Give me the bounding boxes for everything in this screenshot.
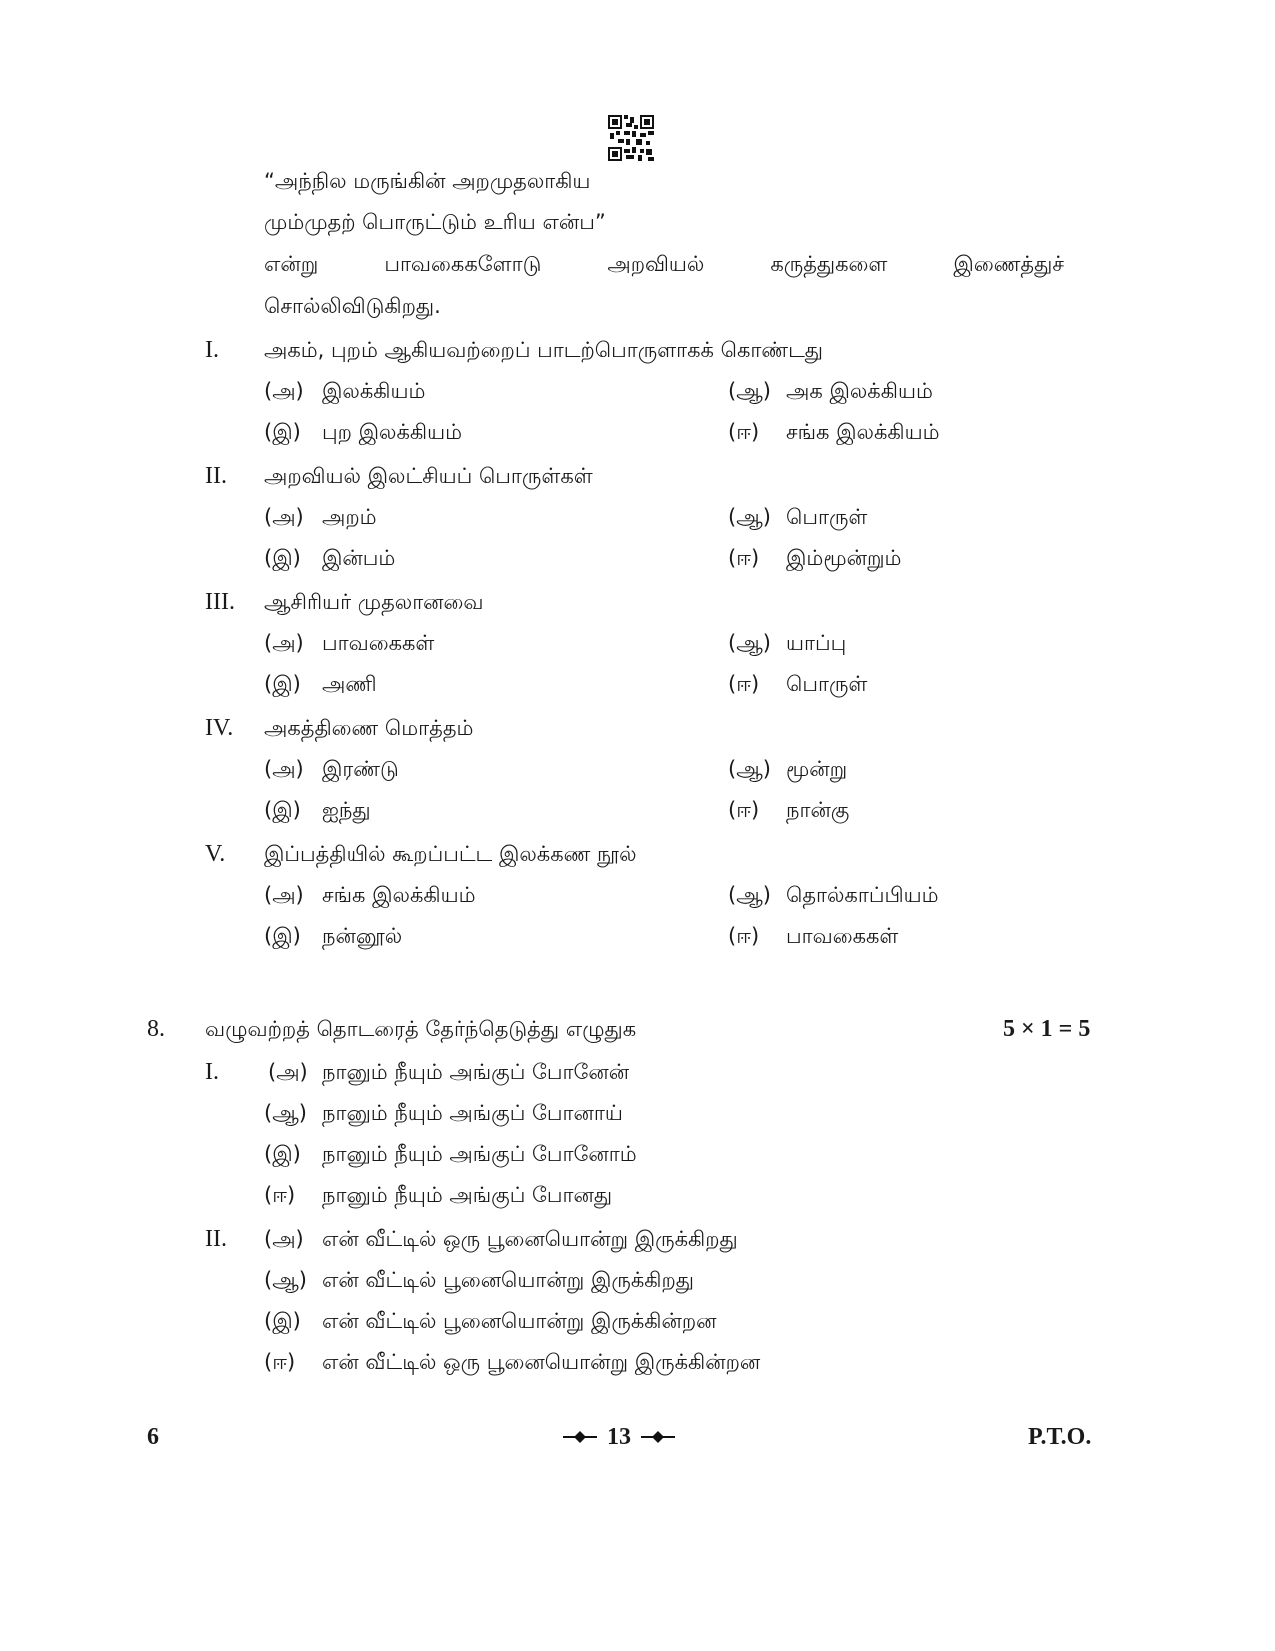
option-label: (அ) (268, 1060, 308, 1084)
page-number-block (563, 1423, 675, 1451)
option-text: இன்பம் (322, 546, 396, 570)
option-label: (இ) (264, 420, 301, 444)
option-text: இம்மூன்றும் (786, 546, 902, 570)
option-text: மூன்று (786, 757, 848, 781)
question-text: இப்பத்தியில் கூறப்பட்ட இலக்கண நூல் (264, 842, 637, 866)
question-number: I. (205, 337, 219, 363)
option-text: என் வீட்டில் பூனையொன்று இருக்கிறது (322, 1268, 695, 1292)
passage-word: பாவகைகளோடு (384, 252, 542, 276)
option-label: (ஆ) (728, 883, 771, 907)
option-text: என் வீட்டில் பூனையொன்று இருக்கின்றன (322, 1309, 717, 1333)
option-label: (அ) (264, 379, 304, 403)
option-label: (இ) (264, 1309, 301, 1333)
passage-line (264, 250, 1064, 278)
qr-code-icon (608, 115, 654, 161)
question-number: 8. (147, 1016, 165, 1042)
option-text: ஐந்து (322, 798, 371, 822)
question-number: IV. (205, 715, 234, 741)
pto-label: P.T.O. (1028, 1424, 1092, 1450)
option-label: (ஈ) (728, 672, 760, 696)
question-number: II. (205, 1226, 227, 1252)
question-number: I. (205, 1059, 219, 1085)
option-text: தொல்காப்பியம் (786, 883, 939, 907)
option-text: புற இலக்கியம் (322, 420, 462, 444)
option-label: (அ) (264, 757, 304, 781)
option-label: (ஈ) (264, 1350, 296, 1374)
option-text: பொருள் (786, 505, 868, 529)
option-label: (ஈ) (728, 420, 760, 444)
option-label: (ஈ) (728, 924, 760, 948)
marks-label: 5 × 1 = 5 (1003, 1016, 1091, 1042)
option-text: நானும் நீயும் அங்குப் போனேன் (322, 1060, 630, 1084)
quote-line-1: “அந்நில மருங்கின் அறமுதலாகிய (264, 169, 591, 193)
option-text: அக இலக்கியம் (786, 379, 933, 403)
option-text: என் வீட்டில் ஒரு பூனையொன்று இருக்கிறது (322, 1227, 738, 1251)
option-label: (ஆ) (728, 757, 771, 781)
option-text: இலக்கியம் (322, 379, 426, 403)
option-label: (ஆ) (728, 505, 771, 529)
option-label: (ஈ) (728, 798, 760, 822)
ornament-left-icon (563, 1429, 597, 1445)
question-text: அகம், புறம் ஆகியவற்றைப் பாடற்பொருளாகக் கொண்டது (264, 338, 824, 362)
option-label: (அ) (264, 631, 304, 655)
question-number: II. (205, 463, 227, 489)
option-text: நானும் நீயும் அங்குப் போனாய் (322, 1101, 623, 1125)
option-label: (அ) (264, 1227, 304, 1251)
option-text: நானும் நீயும் அங்குப் போனோம் (322, 1142, 637, 1166)
option-text: என் வீட்டில் ஒரு பூனையொன்று இருக்கின்றன (322, 1350, 761, 1374)
question-number: III. (205, 589, 235, 615)
option-label: (ஈ) (264, 1183, 296, 1207)
passage-line-end: சொல்லிவிடுகிறது. (264, 294, 441, 318)
question-text: ஆசிரியர் முதலானவை (264, 590, 484, 614)
question-number: V. (205, 841, 226, 867)
passage-word: என்று (264, 252, 319, 276)
option-text: சங்க இலக்கியம் (786, 420, 940, 444)
option-text: சங்க இலக்கியம் (322, 883, 476, 907)
option-label: (ஆ) (728, 379, 771, 403)
option-text: நான்கு (786, 798, 850, 822)
option-text: அணி (322, 672, 377, 696)
question-text: அறவியல் இலட்சியப் பொருள்கள் (264, 464, 593, 488)
option-label: (இ) (264, 1142, 301, 1166)
option-text: அறம் (322, 505, 377, 529)
quote-line-2: மும்முதற் பொருட்டும் உரிய என்ப” (264, 210, 606, 234)
passage-word: கருத்துகளை (770, 252, 888, 276)
option-text: நன்னூல் (322, 924, 403, 948)
option-label: (ஆ) (728, 631, 771, 655)
option-text: யாப்பு (786, 631, 847, 655)
option-label: (ஆ) (264, 1268, 307, 1292)
passage-word: அறவியல் (607, 252, 705, 276)
option-label: (இ) (264, 924, 301, 948)
option-text: நானும் நீயும் அங்குப் போனது (322, 1183, 613, 1207)
option-label: (அ) (264, 883, 304, 907)
option-label: (இ) (264, 546, 301, 570)
footer-code: 6 (147, 1424, 159, 1450)
page-number: 13 (607, 1424, 631, 1450)
option-label: (இ) (264, 672, 301, 696)
option-label: (இ) (264, 798, 301, 822)
question-text: வழுவற்றத் தொடரைத் தேர்ந்தெடுத்து எழுதுக (205, 1017, 637, 1041)
option-text: பாவகைகள் (786, 924, 899, 948)
option-text: பாவகைகள் (322, 631, 435, 655)
ornament-right-icon (641, 1429, 675, 1445)
question-text: அகத்திணை மொத்தம் (264, 716, 474, 740)
passage-word: இணைத்துச் (953, 252, 1064, 276)
option-text: பொருள் (786, 672, 868, 696)
option-label: (ஆ) (264, 1101, 307, 1125)
option-label: (அ) (264, 505, 304, 529)
option-text: இரண்டு (322, 757, 399, 781)
option-label: (ஈ) (728, 546, 760, 570)
